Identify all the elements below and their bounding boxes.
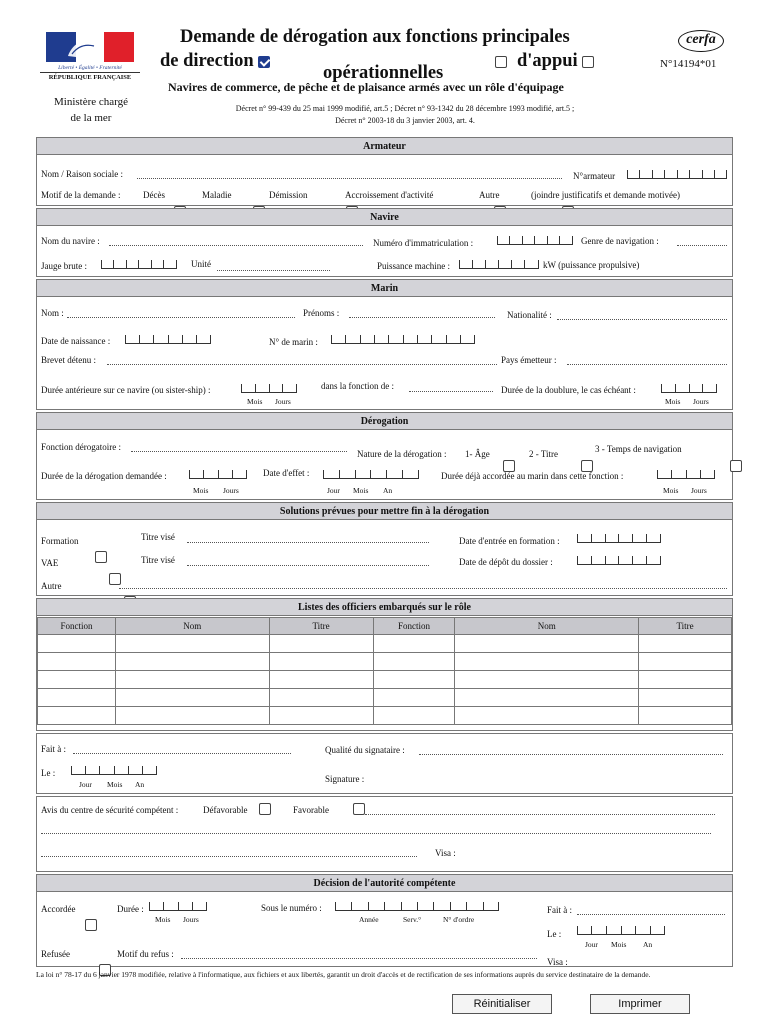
section-title: Dérogation <box>37 413 732 430</box>
table-cell[interactable] <box>455 689 639 707</box>
date-depot-dossier-field[interactable] <box>577 555 661 565</box>
legal-notice: La loi n° 78-17 du 6 janvier 1978 modifiée, relative à l'informatique, aux fichiers et aux libertés, garantit un droit d'accès et de rectification de ses informations auprès du service destinataire de la demande. <box>36 970 651 979</box>
formation-checkbox[interactable] <box>95 551 107 563</box>
direction-checkbox[interactable] <box>258 56 270 68</box>
table-cell[interactable] <box>455 635 639 653</box>
defavorable-checkbox[interactable] <box>259 803 271 815</box>
table-cell[interactable] <box>455 707 639 725</box>
jauge-brute-field[interactable] <box>101 259 177 269</box>
table-cell[interactable] <box>639 653 732 671</box>
avis-line-3[interactable] <box>41 856 417 857</box>
table-cell[interactable] <box>373 707 455 725</box>
decision-fait-a-field[interactable] <box>577 914 725 915</box>
nationalite-field[interactable] <box>557 319 727 320</box>
date-entree-formation-field[interactable] <box>577 533 661 543</box>
motif-refus-field[interactable] <box>181 958 537 959</box>
table-cell[interactable] <box>38 689 116 707</box>
appui-checkbox[interactable] <box>582 56 594 68</box>
table-cell[interactable] <box>269 671 373 689</box>
table-cell[interactable] <box>38 671 116 689</box>
avis-section: Avis du centre de sécurité compétent : Défavorable Favorable Visa : <box>36 796 733 872</box>
table-cell[interactable] <box>373 653 455 671</box>
duree-doublure-field[interactable] <box>661 383 717 393</box>
table-cell[interactable] <box>38 653 116 671</box>
table-cell[interactable] <box>38 707 116 725</box>
duree-accordee-field[interactable] <box>149 901 207 911</box>
date-effet-field[interactable] <box>323 469 419 479</box>
table-row <box>38 707 732 725</box>
titre-vise-formation-field[interactable] <box>187 542 429 543</box>
cerfa-logo: cerfa <box>678 30 724 52</box>
accordee-checkbox[interactable] <box>85 919 97 931</box>
column-header: Fonction <box>373 618 455 635</box>
duree-derogation-field[interactable] <box>189 469 247 479</box>
unite-field[interactable] <box>217 270 330 271</box>
table-cell[interactable] <box>115 671 269 689</box>
table-cell[interactable] <box>269 653 373 671</box>
genre-navigation-field[interactable] <box>677 245 727 246</box>
duree-deja-accordee-field[interactable] <box>657 469 715 479</box>
num-armateur-field[interactable] <box>627 169 727 179</box>
cerfa-number: N°14194*01 <box>660 58 717 70</box>
immatriculation-field[interactable] <box>497 235 573 245</box>
favorable-checkbox[interactable] <box>353 803 365 815</box>
nom-armateur-field[interactable] <box>137 178 562 179</box>
nature-temps-checkbox[interactable] <box>730 460 742 472</box>
decree-reference: Décret n° 99-439 du 25 mai 1999 modifié, art.5 ; Décret n° 93-1342 du 28 décembre 1993 modifié, art.5 ; Décret n° 2003-18 du 3 janvier 2003, art. 4. <box>235 104 575 125</box>
fonction-derogatoire-field[interactable] <box>131 451 347 452</box>
section-title: Décision de l'autorité compétente <box>37 875 732 892</box>
vae-checkbox[interactable] <box>109 573 121 585</box>
republic-logo <box>40 28 140 86</box>
column-header: Titre <box>269 618 373 635</box>
table-cell[interactable] <box>115 635 269 653</box>
date-signature-field[interactable] <box>71 765 157 775</box>
table-cell[interactable] <box>115 707 269 725</box>
table-cell[interactable] <box>269 707 373 725</box>
operationnelles-checkbox[interactable] <box>495 56 507 68</box>
autre-solution-field[interactable] <box>119 588 727 589</box>
armateur-section: Armateur Nom / Raison sociale : N°armateur Motif de la demande : Décès Maladie Démission Accroissement d'activité Autre (joindre justificatifs et demande motivée) <box>36 137 733 206</box>
section-title: Armateur <box>37 138 732 155</box>
republic-name: RÉPUBLIQUE FRANÇAISE <box>40 72 140 81</box>
table-cell[interactable] <box>373 689 455 707</box>
column-header: Nom <box>115 618 269 635</box>
table-cell[interactable] <box>373 635 455 653</box>
table-row <box>38 653 732 671</box>
form-subtitle: Navires de commerce, de pêche et de plaisance armés avec un rôle d'équipage <box>168 80 564 94</box>
numero-marin-field[interactable] <box>331 334 475 344</box>
nom-marin-field[interactable] <box>67 317 295 318</box>
print-button[interactable]: Imprimer <box>590 994 690 1014</box>
table-cell[interactable] <box>639 707 732 725</box>
column-header: Nom <box>455 618 639 635</box>
puissance-field[interactable] <box>459 259 539 269</box>
section-title: Navire <box>37 209 732 226</box>
qualite-signataire-field[interactable] <box>419 754 723 755</box>
table-cell[interactable] <box>269 635 373 653</box>
table-cell[interactable] <box>455 671 639 689</box>
ministry-label: Ministère chargé de la mer <box>53 96 129 124</box>
duree-anterieure-field[interactable] <box>241 383 297 393</box>
marin-section: Marin Nom : Prénoms : Nationalité : Date de naissance : N° de marin : Brevet détenu : Pays émetteur : Durée antérieure sur ce navire (ou sister-ship) : Mois Jours dans la fonction de : Durée de la doublure, le cas échéant : Mois Jours <box>36 279 733 410</box>
titre-vise-vae-field[interactable] <box>187 565 429 566</box>
table-cell[interactable] <box>38 635 116 653</box>
table-row <box>38 671 732 689</box>
numero-decision-field[interactable] <box>335 901 499 911</box>
section-title: Listes des officiers embarqués sur le rôle <box>37 599 732 616</box>
column-header: Fonction <box>38 618 116 635</box>
marianne-flag-icon <box>46 32 134 62</box>
date-naissance-field[interactable] <box>125 334 211 344</box>
fait-a-field[interactable] <box>73 753 291 754</box>
table-row <box>38 635 732 653</box>
brevet-field[interactable] <box>107 364 497 365</box>
solutions-section: Solutions prévues pour mettre fin à la dérogation Formation Titre visé Date d'entrée en formation : VAE Titre visé Date de dépôt du dossier : Autre <box>36 502 733 596</box>
table-cell[interactable] <box>269 689 373 707</box>
section-title: Marin <box>37 280 732 297</box>
prenoms-field[interactable] <box>349 317 495 318</box>
nom-navire-field[interactable] <box>109 245 363 246</box>
table-cell[interactable] <box>455 653 639 671</box>
derogation-section: Dérogation Fonction dérogatoire : Nature de la dérogation : 1- Âge 2 - Titre 3 - Temps de navigation Durée de la dérogation demandée : Mois Jours Date d'effet : Jour Mois An Durée déjà accordée au marin dans cette fonction : Mois Jours <box>36 412 733 500</box>
table-cell[interactable] <box>639 635 732 653</box>
republic-motto: Liberté • Égalité • Fraternité <box>58 65 122 71</box>
officiers-table <box>37 617 732 725</box>
table-cell[interactable] <box>373 671 455 689</box>
decision-section: Décision de l'autorité compétente Accordée Durée : Mois Jours Sous le numéro : Année Serv.° N° d'ordre Fait à : Le : Jour Mois An Refusée Motif du refus : Visa : <box>36 874 733 967</box>
pays-emetteur-field[interactable] <box>567 364 727 365</box>
table-cell[interactable] <box>639 689 732 707</box>
section-title: Solutions prévues pour mettre fin à la dérogation <box>37 503 732 520</box>
table-row <box>38 689 732 707</box>
navire-section: Navire Nom du navire : Numéro d'immatriculation : Genre de navigation : Jauge brute : Unité Puissance machine : kW (puissance propulsive) <box>36 208 733 277</box>
table-cell[interactable] <box>115 689 269 707</box>
fonction-anterieure-field[interactable] <box>409 391 493 392</box>
officiers-section <box>36 598 733 731</box>
reset-button[interactable]: Réinitialiser <box>452 994 552 1014</box>
table-cell[interactable] <box>115 653 269 671</box>
date-decision-field[interactable] <box>577 925 665 935</box>
signature-section: Fait à : Qualité du signataire : Le : Jour Mois An Signature : <box>36 733 733 794</box>
avis-line-2[interactable] <box>41 833 711 834</box>
table-cell[interactable] <box>639 671 732 689</box>
avis-line-1[interactable] <box>365 814 715 815</box>
column-header: Titre <box>639 618 732 635</box>
